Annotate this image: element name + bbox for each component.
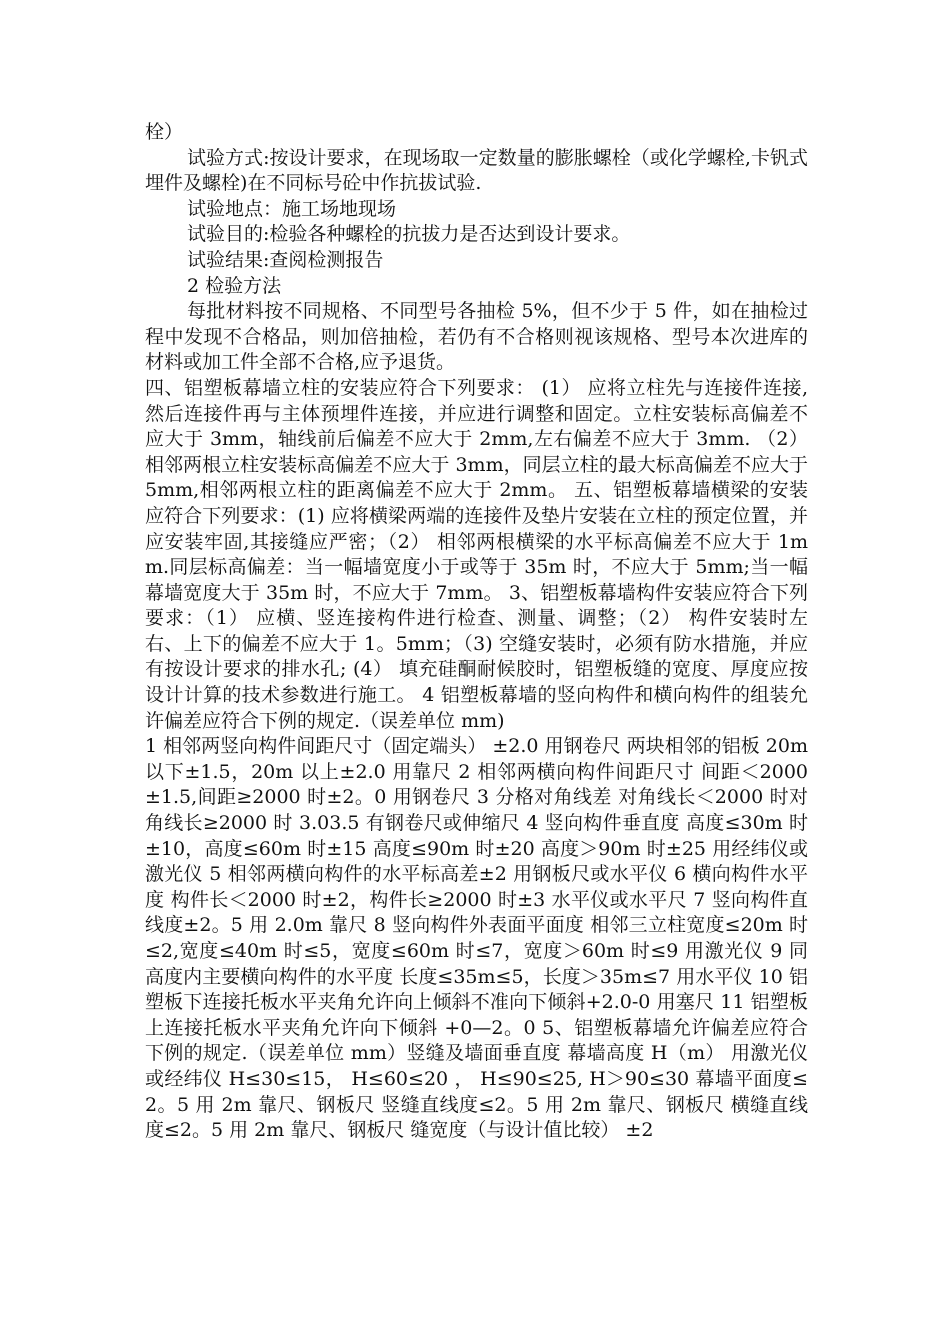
paragraph-tolerance-table: 1 相邻两竖向构件间距尺寸（固定端头） ±2.0 用钢卷尺 两块相邻的铝板 20m 以下±1.5，20m 以上±2.0 用靠尺 2 相邻两横向构件间距尺寸 间距＜2000±1.5,间距≥2000 时±2。0 用钢卷尺 3 分格对角线差 对角线长＜2000 时对角线长≥2000 时 3.03.5 有钢卷尺或伸缩尺 4 竖向构件垂直度 高度≤30m 时±10，高度≤60m 时±15 高度≤90m 时±20 高度＞90m 时±25 用经纬仪或激光仪 5 相邻两横向构件的水平标高差±2 用钢板尺或水平仪 6 横向构件水平度 构件长＜2000 时±2，构件长≥2000 时±3 水平仪或水平尺 7 竖向构件直线度±2。5 用 2.0m 靠尺 8 竖向构件外表面平面度 相邻三立柱宽度≤20m 时≤2,宽度≤40m 时≤5，宽度≤60m 时≤7，宽度＞60m 时≤9 用激光仪 9 同高度内主要横向构件的水平度 长度≤35m≤5，长度＞35m≤7 用水平仪 10 铝塑板下连接托板水平夹角允许向上倾斜不准向下倾斜+2.0-0 用塞尺 11 铝塑板上连接托板水平夹角允许向下倾斜 +0—2。0 5、铝塑板幕墙允许偏差应符合下例的规定.（误差单位 mm）竖缝及墙面垂直度 幕墙高度 H（m） 用激光仪或经纬仪 H≤30≤15， H≤60≤20 ， H≤90≤25, H＞90≤30 幕墙平面度≤2。5 用 2m 靠尺、钢板尺 竖缝直线度≤2。5 用 2m 靠尺、钢板尺 横缝直线度≤2。5 用 2m 靠尺、钢板尺 缝宽度（与设计值比较） ±2: [145, 735, 808, 1142]
paragraph-sampling: 每批材料按不同规格、不同型号各抽检 5%，但不少于 5 件，如在抽检过程中发现不合格品，则加倍抽检，若仍有不合格则视该规格、型号本次进库的材料或加工件全部不合格,应予退货。: [145, 300, 808, 374]
paragraph-1: 栓）: [145, 121, 184, 143]
paragraph-test-method: 试验方式:按设计要求，在现场取一定数量的膨胀螺栓（或化学螺栓,卡钒式埋件及螺栓)在不同标号砼中作抗拔试验.: [145, 146, 808, 195]
document-page: [145, 120, 808, 1144]
paragraph-installation-requirements: 四、铝塑板幕墙立柱的安装应符合下列要求： (1） 应将立柱先与连接件连接,然后连接件再与主体预埋件连接，并应进行调整和固定。立柱安装标高偏差不应大于 3mm，轴线前后偏差不应大于 2mm,左右偏差不应大于 3mm. （2） 相邻两根立柱安装标高偏差不应大于 3mm，同层立柱的最大标高偏差不应大于 5mm,相邻两根立柱的距离偏差不应大于 2mm。 五、铝塑板幕墙横梁的安装应符合下列要求：(1) 应将横梁两端的连接件及垫片安装在立柱的预定位置，并应安装牢固,其接缝应严密；（2） 相邻两根横梁的水平标高偏差不应大于 1mm.同层标高偏差：当一幅墙宽度小于或等于 35m 时，不应大于 5mm;当一幅幕墙宽度大于 35m 时，不应大于 7mm。 3、铝塑板幕墙构件安装应符合下列要求：（1） 应横、竖连接构件进行检查、测量、调整；（2） 构件安装时左右、上下的偏差不应大于 1。5mm；（3) 空缝安装时，必须有防水措施，并应有按设计要求的排水孔; (4） 填充硅酮耐候胶时，铝塑板缝的宽度、厚度应按设计计算的技术参数进行施工。 4 铝塑板幕墙的竖向构件和横向构件的组装允许偏差应符合下例的规定.（误差单位 mm): [145, 376, 808, 732]
paragraph-test-purpose: 试验目的:检验各种螺栓的抗拔力是否达到设计要求。: [187, 223, 631, 246]
paragraph-inspection-heading: 2 检验方法: [187, 274, 282, 297]
paragraph-test-location: 试验地点：施工场地现场: [187, 197, 397, 220]
paragraph-test-result: 试验结果:查阅检测报告: [187, 248, 384, 271]
